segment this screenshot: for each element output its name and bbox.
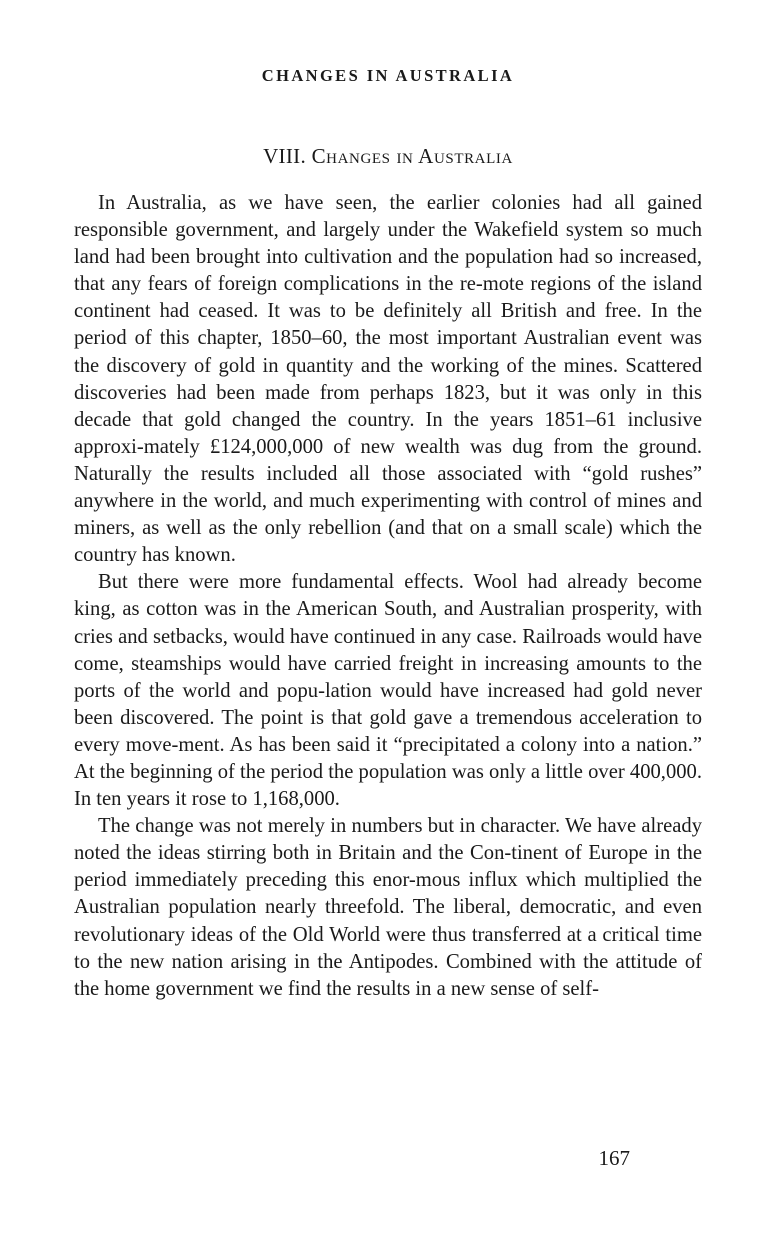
page-number: 167: [598, 1146, 630, 1170]
paragraph-fundamental-effects: But there were more fundamental effects. Wool had already become king, as cotton was in the American South, and Australian prosperity, with cries and setbacks, would have continued in any case. Railroads would have come, steamships would have carried freight in increasing amounts to the ports of the world and popu-lation would have increased had gold never been discovered. The point is that gold gave a tremendous acceleration to every move-ment. As has been said it “precipitated a colony into a nation.” At the beginning of the period the population was only a little over 400,000. In ten years it rose to 1,168,000.: [74, 571, 702, 811]
book-page: [74, 0, 702, 1236]
running-head: CHANGES IN AUSTRALIA: [261, 66, 515, 85]
paragraph-change-in-character: The change was not merely in numbers but in character. We have already noted the ideas stirring both in Britain and the Con-tinent of Europe in the period immediately preceding this enor-mous influx which multiplied the Australian population nearly threefold. The liberal, democratic, and even revolutionary ideas of the Old World were thus transferred at a critical time to the new nation arising in the Antipodes. Combined with the attitude of the home government we find the results in a new sense of self-: [74, 815, 702, 1000]
section-title: [74, 144, 702, 169]
section-numeral: VIII.: [263, 144, 306, 168]
paragraph-gold-discovery: In Australia, as we have seen, the earlier colonies had all gained responsible government, and largely under the Wakefield system so much land had been brought into cultivation and the population had so increased, that any fears of foreign complications in the re-mote regions of the island continent had ceased. It was to be definitely all British and free. In the period of this chapter, 1850–60, the most important Australian event was the discovery of gold in quantity and the working of the mines. Scattered discoveries had been made from perhaps 1823, but it was only in this decade that gold changed the country. In the years 1851–61 inclusive approxi-mately £124,000,000 of new wealth was dug from the ground. Naturally the results included all those associated with “gold rushes” anywhere in the world, and much experimenting with control of mines and miners, as well as the only rebellion (and that on a small scale) which the country has known.: [74, 192, 702, 567]
body-text: [74, 190, 702, 1003]
section-title-text: Changes in Australia: [311, 144, 513, 168]
